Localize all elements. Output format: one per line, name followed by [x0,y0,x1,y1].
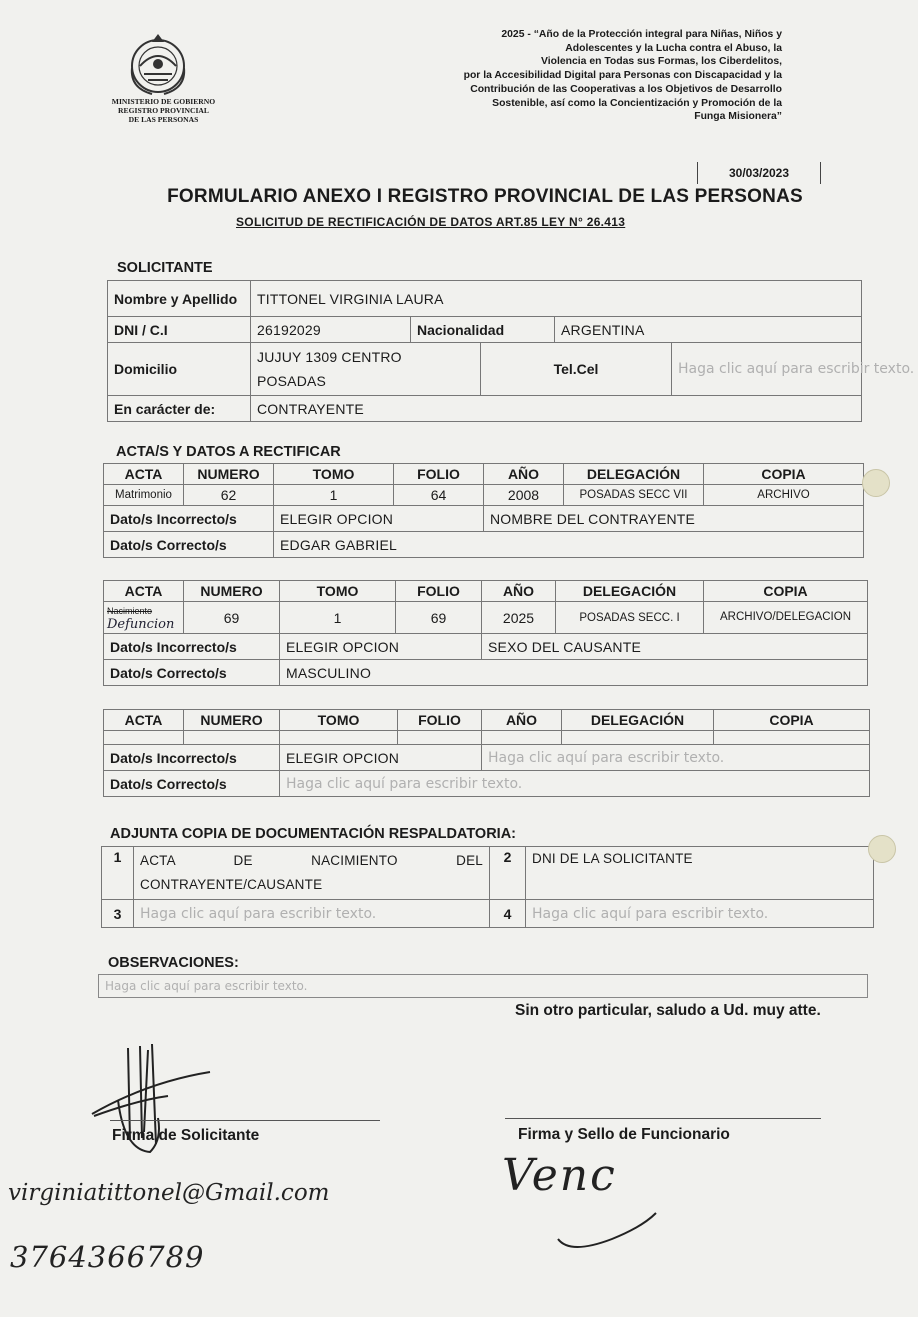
closing-text: Sin otro particular, saludo a Ud. muy atte. [515,1002,821,1019]
form-title: FORMULARIO ANEXO I REGISTRO PROVINCIAL DE LAS PERSONAS [167,186,803,207]
acta-tomo[interactable]: 1 [274,485,394,506]
tel-field[interactable]: Haga clic aquí para escribir texto. [672,343,862,396]
acta-table-3 [103,709,870,797]
doc-field[interactable]: Haga clic aquí para escribir texto. [134,900,490,928]
motto-line: 2025 - “Año de la Protección integral para Niñas, Niños y [501,29,782,40]
col-header-delegacion: DELEGACIÓN [556,581,704,602]
doc-number: 1 [102,847,134,900]
domicilio-line: POSADAS [257,373,327,389]
motto-line: Contribución de las Cooperativas a los Objetivos de Desarrollo [470,83,782,95]
doc-number: 4 [490,900,526,928]
acta-anio[interactable] [482,731,562,745]
acta-folio[interactable] [398,731,482,745]
incorrect-label: Dato/s Incorrecto/s [104,745,280,771]
official-signature-line [505,1118,821,1119]
section-heading-observaciones: OBSERVACIONES: [108,955,239,971]
year-motto [360,28,782,124]
dni-field[interactable]: 26192029 [251,317,411,343]
col-header-acta: ACTA [104,464,184,485]
acta-type-struck: Nacimiento [107,605,153,616]
motto-line: Violencia en Todas sus Formas, los Ciberdelitos, [541,56,782,68]
acta-numero[interactable] [184,731,280,745]
domicilio-line: JUJUY 1309 CENTRO [257,349,402,365]
section-heading-adjunta: ADJUNTA COPIA DE DOCUMENTACIÓN RESPALDATORIA: [110,826,516,842]
doc-number: 2 [490,847,526,900]
punch-hole [868,835,896,863]
acta-anio[interactable]: 2008 [484,485,564,506]
caracter-field[interactable]: CONTRAYENTE [251,396,862,422]
applicant-signature-label: Firma de Solicitante [112,1127,260,1144]
col-header-anio: AÑO [484,464,564,485]
acta-delegacion[interactable]: POSADAS SECC. I [556,602,704,634]
acta-folio[interactable]: 69 [396,602,482,634]
official-signature-underline [552,1205,662,1255]
motto-line: Adolescentes y la Lucha contra el Abuso, la [565,42,782,54]
correct-field[interactable]: Haga clic aquí para escribir texto. [280,771,870,797]
tel-label: Tel.Cel [481,343,672,396]
col-header-folio: FOLIO [398,710,482,731]
acta-type[interactable] [104,602,184,634]
col-header-acta: ACTA [104,710,184,731]
nombre-field[interactable]: TITTONEL VIRGINIA LAURA [251,281,862,317]
col-header-numero: NUMERO [184,464,274,485]
motto-line: por la Accesibilidad Digital para Personas con Discapacidad y la [463,70,782,82]
correct-label: Dato/s Correcto/s [104,532,274,558]
acta-delegacion[interactable]: POSADAS SECC VII [564,485,704,506]
incorrect-option-select[interactable]: ELEGIR OPCION [280,745,482,771]
ministry-line: REGISTRO PROVINCIAL [118,106,209,115]
acta-type[interactable]: Matrimonio [104,485,184,506]
caracter-label: En carácter de: [108,396,251,422]
col-header-numero: NUMERO [184,581,280,602]
acta-type-handwritten: Defuncion [107,616,175,632]
col-header-anio: AÑO [482,581,556,602]
acta-delegacion[interactable] [562,731,714,745]
domicilio-field[interactable] [251,343,481,396]
col-header-numero: NUMERO [184,710,280,731]
nacionalidad-field[interactable]: ARGENTINA [555,317,862,343]
correct-label: Dato/s Correcto/s [104,660,280,686]
acta-numero[interactable]: 62 [184,485,274,506]
incorrect-field[interactable]: NOMBRE DEL CONTRAYENTE [484,506,864,532]
incorrect-option-select[interactable]: ELEGIR OPCION [274,506,484,532]
doc-field[interactable]: DNI DE LA SOLICITANTE [526,847,874,900]
solicitante-table [107,280,915,422]
col-header-copia: COPIA [704,581,868,602]
handwritten-email: virginiatittonel@Gmail.com [8,1180,330,1206]
handwritten-phone: 3764366789 [10,1240,205,1274]
acta-copia[interactable]: ARCHIVO [704,485,864,506]
ministry-line: MINISTERIO DE GOBIERNO [111,97,216,106]
adjunta-table [101,846,874,928]
doc-field[interactable]: Haga clic aquí para escribir texto. [526,900,874,928]
acta-tomo[interactable] [280,731,398,745]
applicant-signature-line [110,1120,380,1121]
col-header-folio: FOLIO [396,581,482,602]
incorrect-field[interactable]: SEXO DEL CAUSANTE [482,634,868,660]
col-header-anio: AÑO [482,710,562,731]
acta-table-2 [103,580,868,686]
date-field[interactable]: 30/03/2023 [697,162,821,184]
dni-label: DNI / C.I [108,317,251,343]
acta-type[interactable] [104,731,184,745]
section-heading-actas: ACTA/S Y DATOS A RECTIFICAR [116,444,341,460]
punch-hole [862,469,890,497]
correct-field[interactable]: EDGAR GABRIEL [274,532,864,558]
col-header-delegacion: DELEGACIÓN [564,464,704,485]
acta-numero[interactable]: 69 [184,602,280,634]
col-header-folio: FOLIO [394,464,484,485]
acta-table-1 [103,463,864,558]
form-subtitle: SOLICITUD DE RECTIFICACIÓN DE DATOS ART.85 LEY N° 26.413 [236,215,626,229]
col-header-tomo: TOMO [274,464,394,485]
correct-label: Dato/s Correcto/s [104,771,280,797]
section-heading-solicitante: SOLICITANTE [117,260,213,276]
observaciones-field[interactable]: Haga clic aquí para escribir texto. [98,974,868,998]
acta-tomo[interactable]: 1 [280,602,396,634]
incorrect-option-select[interactable]: ELEGIR OPCION [280,634,482,660]
provincial-seal-icon [122,28,194,100]
correct-field[interactable]: MASCULINO [280,660,868,686]
doc-number: 3 [102,900,134,928]
acta-folio[interactable]: 64 [394,485,484,506]
nacionalidad-label: Nacionalidad [411,317,555,343]
doc-field[interactable]: ACTA DE NACIMIENTO DEL CONTRAYENTE/CAUSANTE [134,847,490,900]
official-signature-label: Firma y Sello de Funcionario [518,1126,730,1143]
domicilio-label: Domicilio [108,343,251,396]
col-header-copia: COPIA [704,464,864,485]
acta-copia[interactable] [714,731,870,745]
ministry-name [96,97,231,124]
ministry-line: DE LAS PERSONAS [128,115,199,124]
incorrect-field[interactable]: Haga clic aquí para escribir texto. [482,745,870,771]
motto-line: Funga Misionera” [694,111,782,123]
col-header-tomo: TOMO [280,710,398,731]
nombre-label: Nombre y Apellido [108,281,251,317]
col-header-delegacion: DELEGACIÓN [562,710,714,731]
col-header-tomo: TOMO [280,581,396,602]
motto-line: Sostenible, así como la Concientización y Promoción de la [492,97,782,109]
acta-anio[interactable]: 2025 [482,602,556,634]
col-header-acta: ACTA [104,581,184,602]
official-signature: Venc [502,1150,617,1201]
incorrect-label: Dato/s Incorrecto/s [104,634,280,660]
incorrect-label: Dato/s Incorrecto/s [104,506,274,532]
acta-copia[interactable]: ARCHIVO/DELEGACION [704,602,868,634]
col-header-copia: COPIA [714,710,870,731]
